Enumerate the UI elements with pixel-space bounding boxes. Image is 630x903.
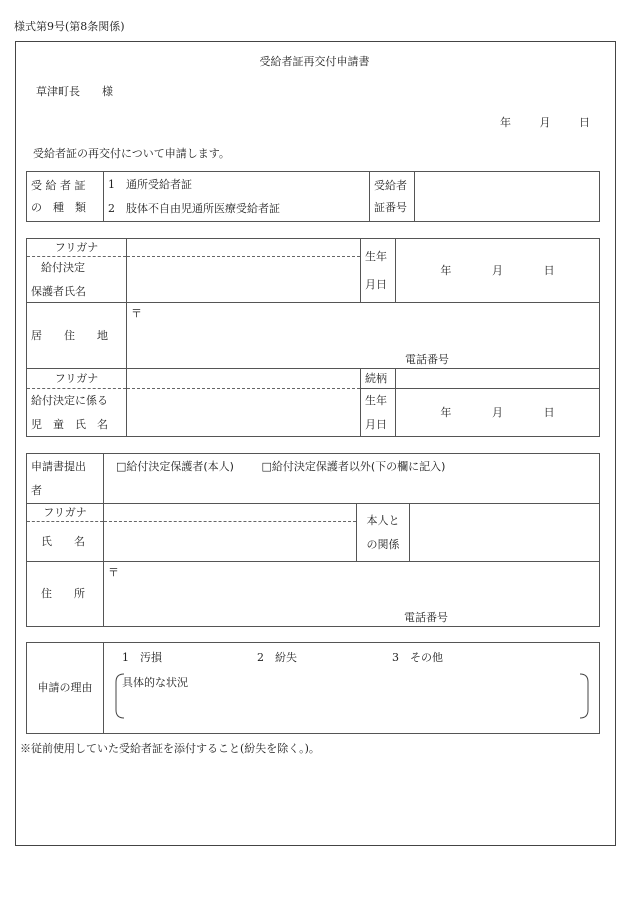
application-date [500,114,590,130]
applicant-name-label: 氏 名 [27,522,104,562]
guardian-address-field[interactable] [127,303,600,369]
applicant-table [26,453,600,627]
child-name-field[interactable] [127,389,361,437]
reason-field [104,643,600,734]
applicant-relation-label [357,504,410,562]
cert-number-label-line2: 証番号 [374,200,407,214]
child-name-line1: 給付決定に係る [31,394,108,408]
reason-option-1[interactable]: 1 汚損 [122,651,162,664]
applicant-furigana-field[interactable] [104,504,357,522]
child-furigana-field[interactable] [127,369,361,389]
child-relation-field[interactable] [396,369,600,389]
child-name-line2: 児 童 氏 名 [31,417,108,431]
guardian-name-line1: 給付決定 [41,261,85,275]
applicant-phone-label: 電話番号 [404,610,448,624]
form-title: 受給者証再交付申請書 [259,55,370,68]
applicant-postal-mark: 〒 [108,566,119,579]
guardian-birth-day: 日 [543,263,555,277]
child-relation-label: 続柄 [361,369,396,389]
applicant-label [27,454,104,504]
applicant-address-label: 住 所 [27,562,104,627]
applicant-name-field[interactable] [104,522,357,562]
applicant-address-field[interactable] [104,562,600,627]
reason-label: 申請の理由 [27,643,104,734]
guardian-phone-label: 電話番号 [405,352,449,366]
cert-option-2[interactable]: 2 肢体不自由児通所医療受給者証 [104,197,370,222]
cert-option-1[interactable]: 1 通所受給者証 [104,172,370,197]
applicant-self-checkbox[interactable]: □給付決定保護者(本人) [116,460,234,473]
applicant-relation-line2: の関係 [366,537,400,551]
applicant-label-line2: 者 [31,483,42,497]
form-number: 様式第9号(第8条関係) [14,20,125,33]
cert-number-label [370,172,415,222]
guardian-birth-label [361,239,396,303]
reason-detail-label: 具体的な状況 [122,676,188,690]
guardian-name-label [27,257,127,303]
applicant-furigana-label: フリガナ [27,504,104,522]
guardian-postal-mark: 〒 [131,307,142,320]
reason-option-2[interactable]: 2 紛失 [257,651,297,664]
child-birth-field[interactable] [396,389,600,437]
addressee: 草津町長 様 [36,85,113,98]
applicant-relation-line1: 本人と [366,514,400,528]
date-month: 月 [539,116,551,129]
cert-number-field[interactable] [415,172,600,222]
guardian-birth-year: 年 [440,263,452,277]
intro-text: 受給者証の再交付について申請します。 [33,147,230,160]
child-birth-year: 年 [440,405,452,419]
date-day: 日 [579,116,590,129]
child-birth-label [361,389,396,437]
guardian-birth-field[interactable] [396,239,600,303]
cert-type-label-line2: の 種 類 [31,200,86,214]
guardian-name-field[interactable] [127,257,361,303]
reason-detail-box[interactable] [110,672,593,720]
child-birth-month: 月 [491,405,503,419]
child-birth-line1: 生年 [365,394,387,408]
guardian-furigana-label: フリガナ [27,239,127,257]
attachment-note: ※従前使用していた受給者証を添付すること(紛失を除く。)。 [20,742,320,755]
applicant-other-checkbox[interactable]: □給付決定保護者以外(下の欄に記入) [261,460,446,473]
child-furigana-label: フリガナ [27,369,127,389]
guardian-birth-month: 月 [491,263,503,277]
reason-table [26,642,600,734]
applicant-label-line1: 申請書提出 [31,460,86,474]
guardian-address-label: 居 住 地 [27,303,127,369]
guardian-birth-line1: 生年 [365,250,387,264]
cert-number-label-line1: 受給者 [374,179,407,193]
reason-option-3[interactable]: 3 その他 [392,651,443,664]
date-year: 年 [500,116,511,129]
guardian-name-line2: 保護者氏名 [31,284,86,298]
cert-type-table [26,171,600,222]
guardian-birth-line2: 月日 [365,277,387,291]
applicant-options [104,454,600,504]
guardian-furigana-field[interactable] [127,239,361,257]
child-name-label [27,389,127,437]
cert-type-label-line1: 受 給 者 証 [31,179,86,193]
child-birth-line2: 月日 [365,417,387,431]
child-birth-day: 日 [543,405,555,419]
cert-type-label [27,172,104,222]
guardian-child-table [26,238,600,437]
applicant-relation-field[interactable] [410,504,600,562]
